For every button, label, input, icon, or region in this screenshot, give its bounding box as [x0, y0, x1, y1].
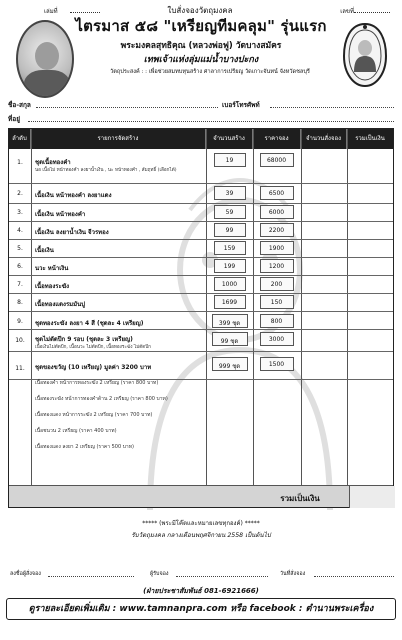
code-note: ***** (พระมีโค๊ตและหมายเลขทุกองค์) ***** — [142, 520, 260, 527]
address-field[interactable] — [28, 121, 394, 122]
main-title: ไตรมาส ๕๘ "เหรียญทีมคลุม" รุ่นแรก — [75, 17, 327, 35]
order-table: ลำดับ รายการจัดสร้าง จำนวนสร้าง ราคาจอง จำนวนสั่งจอง รวมเป็นเงิน 1. ชุดเนื้อทองคำ นอ เนื้อไม่ หน้าทองคำ ลงยาน้ำเงิน , นะ หน้าทองคำ , สัมฤทธิ์ (เลือกได้) 19 68000 2. เนื้อเงิน หน้าทองคำ ลงยาแดง 39 6500 3. เนื้อเงิน หน้าทองคำ 59 6000 4. เนื้อเงิน ลงยาน้ำเงิน จีวรทอง 99 2200 5. เนื้อเงิน 159 1900 6. นวะ หน้าเงิน 199 1200 7. เนื้อทองระฆัง 1000 200 8. เนื้อทองแดงรมมันปู 1699 150 9. ชุดทองระฆัง ลงยา 4 สี (ชุดละ 4 เหรียญ) 399 ชุด 800 10. ชุดไม่ตัดปีก 9 รอบ (ชุดละ 3 เหรียญ) เนื้อเงินไม่ตัดปีก, เนื้อนวะ ไม่ตัดปีก, เนื้อทองระฆัง ไม่ตัดปีก 99 ชุด 3000 11. ชุดของขวัญ (10 เหรียญ) มูลค่า 3200 บาท 999 ชุด 1500 เนื้อทองคำ หน้าการทองระฆัง 2 เหรียญ (ราคา 800 บาท) เนื้อทองระฆัง หน้าการทองคำด้าน 2 เหรียญ (ราคา 800 บาท) เนื้อทองแดง หน้าการระฆัง 2 เหรียญ (ราคา 700 บาท) เนื้อชนวน 2 เหรียญ (ราคา 400 บาท) เนื้อทองแดง ลงยา 2 เหรียญ (ราคา 500 บาท) รวมเป็นเงิน — [8, 128, 394, 508]
amulet-coin-icon — [342, 22, 388, 88]
receiver-signature-field[interactable] — [176, 576, 268, 577]
header-price: ราคาจอง — [253, 129, 301, 149]
monk-name: พระมงคลสุทธิคุณ (หลวงพ่อฟู) วัดบางสมัคร — [120, 41, 282, 51]
orderer-signature-label: ลงชื่อผู้สั่งจอง — [10, 571, 41, 577]
pr-contact: (ฝ่ายประชาสัมพันธ์ 081-6921666) — [143, 587, 259, 595]
form-number-label: เลขที่ — [340, 8, 354, 15]
orderer-signature-field[interactable] — [48, 576, 134, 577]
monk-epithet: เทพเจ้าแห่งลุ่มแม่น้ำบางปะกง — [143, 55, 259, 65]
header-total: รวมเป็นเงิน — [355, 135, 385, 142]
phone-field[interactable] — [270, 107, 394, 108]
receiver-signature-label: ผู้รับจอง — [150, 571, 169, 577]
order-date-label: วันที่สั่งจอง — [280, 571, 306, 577]
form-title: ใบสั่งจองวัตถุมงคล — [167, 6, 233, 15]
header-no: ลำดับ — [9, 129, 31, 149]
gift-line: เนื้อทองแดง หน้าการระฆัง 2 เหรียญ (ราคา 700 บาท) — [35, 412, 153, 418]
total-amount-field[interactable] — [349, 486, 395, 508]
total-row — [9, 485, 393, 507]
name-field[interactable] — [36, 107, 218, 108]
monk-portrait — [16, 20, 74, 98]
address-label: ที่อยู่ — [8, 115, 20, 123]
form-number-field[interactable] — [354, 12, 390, 13]
gift-line: เนื้อทองระฆัง หน้าการทองคำด้าน 2 เหรียญ (ราคา 800 บาท) — [35, 396, 168, 402]
gift-line: เนื้อชนวน 2 เหรียญ (ราคา 400 บาท) — [35, 428, 117, 434]
name-label: ชื่อ-สกุล — [8, 101, 31, 109]
header-order-qty: จำนวนสั่งจอง — [301, 129, 347, 149]
gift-line: เนื้อทองคำ หน้าการทองระฆัง 2 เหรียญ (ราคา 800 บาท) — [35, 380, 159, 386]
phone-label: เบอร์โทรศัพท์ — [222, 101, 260, 109]
footer-banner: ดูรายละเอียดเพิ่มเติม : www.tamnanpra.com หรือ facebook : ตำนานพระเครื่อง — [6, 598, 396, 620]
monk-face — [35, 42, 59, 70]
order-date-field[interactable] — [314, 576, 394, 577]
monk-robe — [24, 70, 70, 98]
header-item: รายการจัดสร้าง — [31, 129, 206, 149]
purpose-text: วัตถุประสงค์ : : เพื่อช่วยสมทบทุนสร้าง ศาลาการเปรียญ วัดเกาะจันทน์ จังหวัดชลบุรี — [110, 69, 310, 75]
header-qty: จำนวนสร้าง — [206, 129, 253, 149]
gift-line: เนื้อทองแดง ลงยา 2 เหรียญ (ราคา 500 บาท) — [35, 444, 134, 450]
book-number-label: เล่มที่ — [44, 8, 58, 15]
pickup-note: รับวัตถุมงคล กลางเดือนพฤศจิกายน 2558 เป็นต้นไป — [131, 532, 271, 539]
total-label: รวมเป็นเงิน — [280, 494, 320, 503]
table-header — [9, 129, 393, 149]
